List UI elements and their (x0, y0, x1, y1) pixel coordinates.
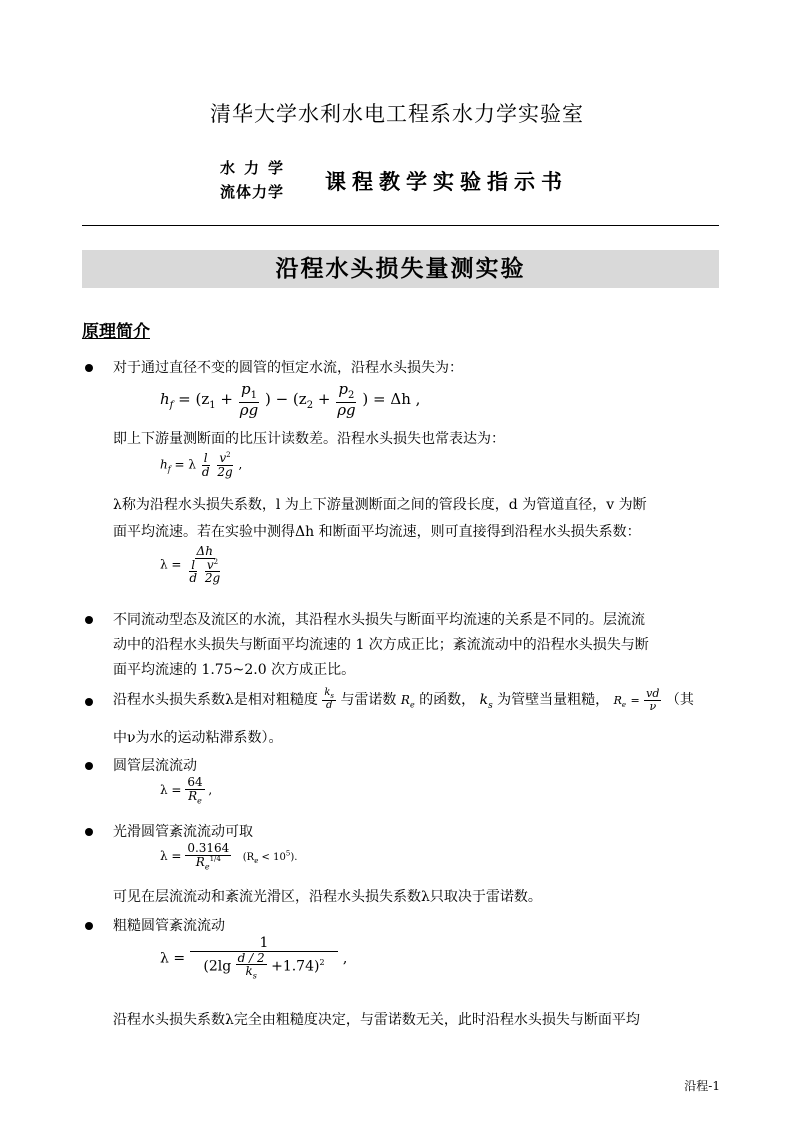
formula-blasius: λ = $\frac{0.3164}{R_e^{1/4}}$ $(R_e < 10^5)$. (160, 841, 298, 871)
paragraph: λ称为沿程水头损失系数，l 为上下游量测断面之间的管段长度，d 为管道直径，v 为断 (113, 497, 647, 513)
paragraph: 中ν为水的运动粘滞系数）。 (113, 730, 283, 746)
header-divider (82, 225, 719, 226)
page-number: 沿程-1 (684, 1079, 720, 1093)
paragraph: 光滑圆管紊流流动可取 (113, 824, 253, 840)
institution-title: 清华大学水利水电工程系水力学实验室 (210, 102, 584, 126)
bullet-icon (85, 364, 93, 372)
paragraph: 圆管层流流动 (113, 758, 197, 774)
bullet-icon (85, 922, 93, 930)
bullet-icon (85, 616, 93, 624)
bullet-icon (85, 698, 93, 706)
paragraph: 不同流动型态及流区的水流，其沿程水头损失与断面平均流速的关系是不同的。层流流 (113, 612, 645, 628)
paragraph: 面平均流速。若在实验中测得Δh 和断面平均流速，则可直接得到沿程水头损失系数： (113, 524, 641, 540)
paragraph: 即上下游量测断面的比压计读数差。沿程水头损失也常表达为： (113, 431, 505, 447)
paragraph: 面平均流速的 1.75~2.0 次方成正比。 (113, 662, 356, 678)
formula-friction-factor: λ = Δh $\frac{l}{d}$ $\frac{v^2}{2g}$ (160, 544, 221, 586)
paragraph-relative-roughness: 沿程水头损失系数λ是相对粗糙度 $\frac{k_s}{d}$ 与雷诺数 $R_e$ 的函数， $k_s$ 为管壁当量粗糙， $R_e$ = $\frac{vd}{\nu}$ （其 (113, 687, 694, 713)
course-name-hydraulics: 水力学 (220, 159, 293, 177)
course-name-fluid-mechanics: 流体力学 (220, 183, 285, 201)
paragraph: 对于通过直径不变的圆管的恒定水流，沿程水头损失为： (113, 360, 463, 376)
paragraph: 动中的沿程水头损失与断面平均流速的 1 次方成正比；紊流流动中的沿程水头损失与断 (113, 637, 649, 653)
formula-rough-turbulent: λ = 1 (2lg $\frac{d / 2}{k_s}$ +1.74)$^2$ , (160, 935, 348, 981)
experiment-title: 沿程水头损失量测实验 (82, 250, 719, 288)
section-heading: 原理简介 (82, 322, 150, 342)
paragraph: 沿程水头损失系数λ完全由粗糙度决定，与雷诺数无关，此时沿程水头损失与断面平均 (113, 1012, 640, 1028)
formula-head-loss: $h_f = (z_1$ + $\frac{p_1}{\rho g}$ ) − ($z_2$ + $\frac{p_2}{\rho g}$ ) = Δh , (160, 380, 421, 419)
paragraph: 可见在层流流动和紊流光滑区，沿程水头损失系数λ只取决于雷诺数。 (113, 889, 542, 905)
bullet-icon (85, 762, 93, 770)
formula-darcy-weisbach: $h_f = \lambda$ $\frac{l}{d}$ $\frac{v^2}{2g}$ , (160, 451, 243, 479)
bullet-icon (85, 828, 93, 836)
document-type: 课程教学实验指示书 (325, 170, 568, 194)
paragraph: 粗糙圆管紊流流动 (113, 918, 225, 934)
formula-laminar: λ = $\frac{64}{R_e}$ , (160, 775, 213, 805)
